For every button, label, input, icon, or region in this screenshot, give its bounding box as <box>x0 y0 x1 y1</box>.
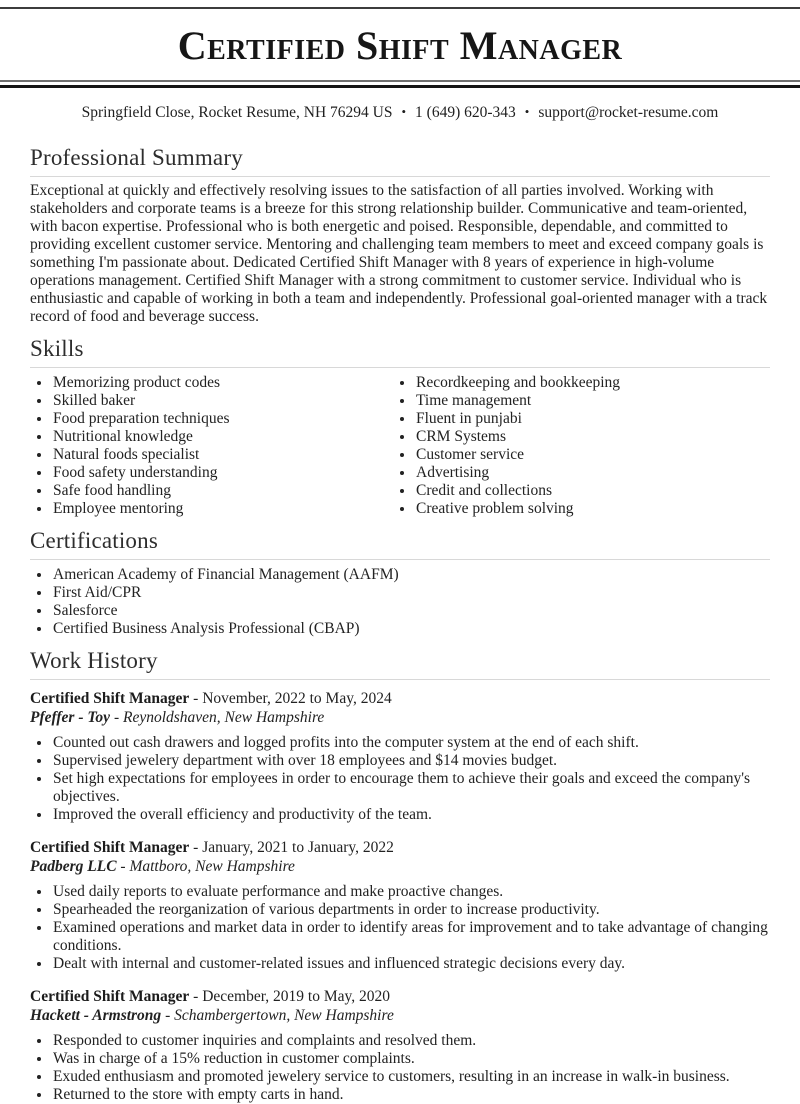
summary-heading: Professional Summary <box>30 121 770 177</box>
skill-item: • Employee mentoring <box>52 500 400 518</box>
job-bullet: • Exuded enthusiasm and promoted jewelery service to customers, resulting in an increase in walk-in business. <box>52 1068 770 1086</box>
job-entry <box>30 987 770 1104</box>
skill-item: • Natural foods specialist <box>52 446 400 464</box>
skills-heading: Skills <box>30 326 770 368</box>
job-employer: Padberg LLC <box>30 858 117 875</box>
skills-list-left <box>30 374 400 518</box>
contact-separator: • <box>524 104 530 119</box>
job-bullet: • Spearheaded the reorganization of various departments in order to increase productivity. <box>52 901 770 919</box>
skill-item: • Nutritional knowledge <box>52 428 400 446</box>
skill-item: • Food preparation techniques <box>52 410 400 428</box>
job-dates: November, 2022 to May, 2024 <box>202 690 392 707</box>
job-location: Mattboro, New Hampshire <box>129 858 295 875</box>
skill-item: • Fluent in punjabi <box>415 410 770 428</box>
certification-item: • American Academy of Financial Management (AAFM) <box>52 566 770 584</box>
section-skills <box>30 326 770 518</box>
certifications-list <box>30 566 770 638</box>
section-certifications <box>30 518 770 638</box>
resume-body <box>0 121 800 1104</box>
job-title-line <box>30 838 770 857</box>
page-title: Certified Shift Manager <box>177 23 623 68</box>
job-bullet: • Set high expectations for employees in order to encourage them to achieve their goals and exceed the company's objectives. <box>52 770 770 806</box>
job-title: Certified Shift Manager <box>30 988 190 1005</box>
skill-item: • Skilled baker <box>52 392 400 410</box>
job-employer: Hackett - Armstrong <box>30 1007 162 1024</box>
job-entry <box>30 689 770 824</box>
job-dates: December, 2019 to May, 2020 <box>202 988 390 1005</box>
job-bullet: • Improved the overall efficiency and productivity of the team. <box>52 806 770 824</box>
job-location: Reynoldshaven, New Hampshire <box>122 709 325 726</box>
job-title-line <box>30 689 770 708</box>
certification-item: • First Aid/CPR <box>52 584 770 602</box>
job-employer-separator: - <box>165 1007 171 1024</box>
job-bullet: • Used daily reports to evaluate performance and make proactive changes. <box>52 883 770 901</box>
section-work-history <box>30 638 770 1104</box>
job-title-line <box>30 987 770 1006</box>
certifications-heading: Certifications <box>30 518 770 560</box>
job-bullets <box>30 734 770 824</box>
contact-line <box>0 103 800 121</box>
skill-item: • Safe food handling <box>52 482 400 500</box>
skill-item: • Credit and collections <box>415 482 770 500</box>
summary-text: Exceptional at quickly and effectively resolving issues to the satisfaction of all parties involved. Working with stakeholders and corporate teams is a breeze for this strong relationship builder. Communicative and team-oriented, with bacon expertise. Professional who is both energetic and poised. Responsible, dependable, and committed to providing excellent customer service. Mentoring and challenging team members to meet and exceed company goals is something I'm passionate about. Dedicated Certified Shift Manager with 8 years of experience in high-volume operations management. Certified Shift Manager with a strong commitment to customer service. Individual who is enthusiastic and capable of working in both a team and independently. Professional goal-oriented manager with a track record of food and beverage success. <box>30 182 768 325</box>
skill-item: • Advertising <box>415 464 770 482</box>
top-rule <box>0 7 800 9</box>
job-bullet: • Supervised jewelery department with over 18 employees and $14 movies budget. <box>52 752 770 770</box>
job-dates: January, 2021 to January, 2022 <box>202 839 394 856</box>
skills-column-right <box>400 368 770 518</box>
job-employer-line <box>30 857 770 876</box>
certification-item: • Certified Business Analysis Professional (CBAP) <box>52 620 770 638</box>
contact-separator: • <box>401 104 407 119</box>
job-title: Certified Shift Manager <box>30 839 190 856</box>
skill-item: • Creative problem solving <box>415 500 770 518</box>
resume-header <box>0 7 800 121</box>
job-bullet: • Returned to the store with empty carts in hand. <box>52 1086 770 1104</box>
skills-columns <box>30 368 770 518</box>
job-employer-line <box>30 1006 770 1025</box>
job-bullet: • Responded to customer inquiries and complaints and resolved them. <box>52 1032 770 1050</box>
contact-phone: 1 (649) 620-343 <box>415 104 516 121</box>
job-employer: Pfeffer - Toy <box>30 709 111 726</box>
job-title-separator: - <box>193 690 199 707</box>
job-employer-separator: - <box>113 709 120 726</box>
job-bullets <box>30 883 770 973</box>
job-bullets <box>30 1032 770 1104</box>
skill-item: • CRM Systems <box>415 428 770 446</box>
job-bullet: • Was in charge of a 15% reduction in customer complaints. <box>52 1050 770 1068</box>
job-bullet: • Examined operations and market data in order to identify areas for improvement and to take advantage of changing conditions. <box>52 919 770 955</box>
job-title: Certified Shift Manager <box>30 690 190 707</box>
job-employer-separator: - <box>120 858 126 875</box>
skill-item: • Food safety understanding <box>52 464 400 482</box>
title-divider <box>0 80 800 88</box>
job-employer-line <box>30 708 770 727</box>
skills-list-right <box>400 374 770 518</box>
contact-address: Springfield Close, Rocket Resume, NH 76294 US <box>81 104 393 121</box>
contact-email: support@rocket-resume.com <box>538 104 719 121</box>
job-title-separator: - <box>193 839 199 856</box>
work-history-heading: Work History <box>30 638 770 680</box>
section-professional-summary <box>30 121 770 326</box>
job-location: Schambergertown, New Hampshire <box>174 1007 394 1024</box>
skill-item: • Customer service <box>415 446 770 464</box>
job-entry <box>30 838 770 973</box>
skill-item: • Time management <box>415 392 770 410</box>
skills-column-left <box>30 368 400 518</box>
job-title-separator: - <box>193 988 199 1005</box>
skill-item: • Memorizing product codes <box>52 374 400 392</box>
skill-item: • Recordkeeping and bookkeeping <box>415 374 770 392</box>
job-bullet: • Counted out cash drawers and logged profits into the computer system at the end of each shift. <box>52 734 770 752</box>
job-bullet: • Dealt with internal and customer-related issues and influenced strategic decisions every day. <box>52 955 770 973</box>
certification-item: • Salesforce <box>52 602 770 620</box>
